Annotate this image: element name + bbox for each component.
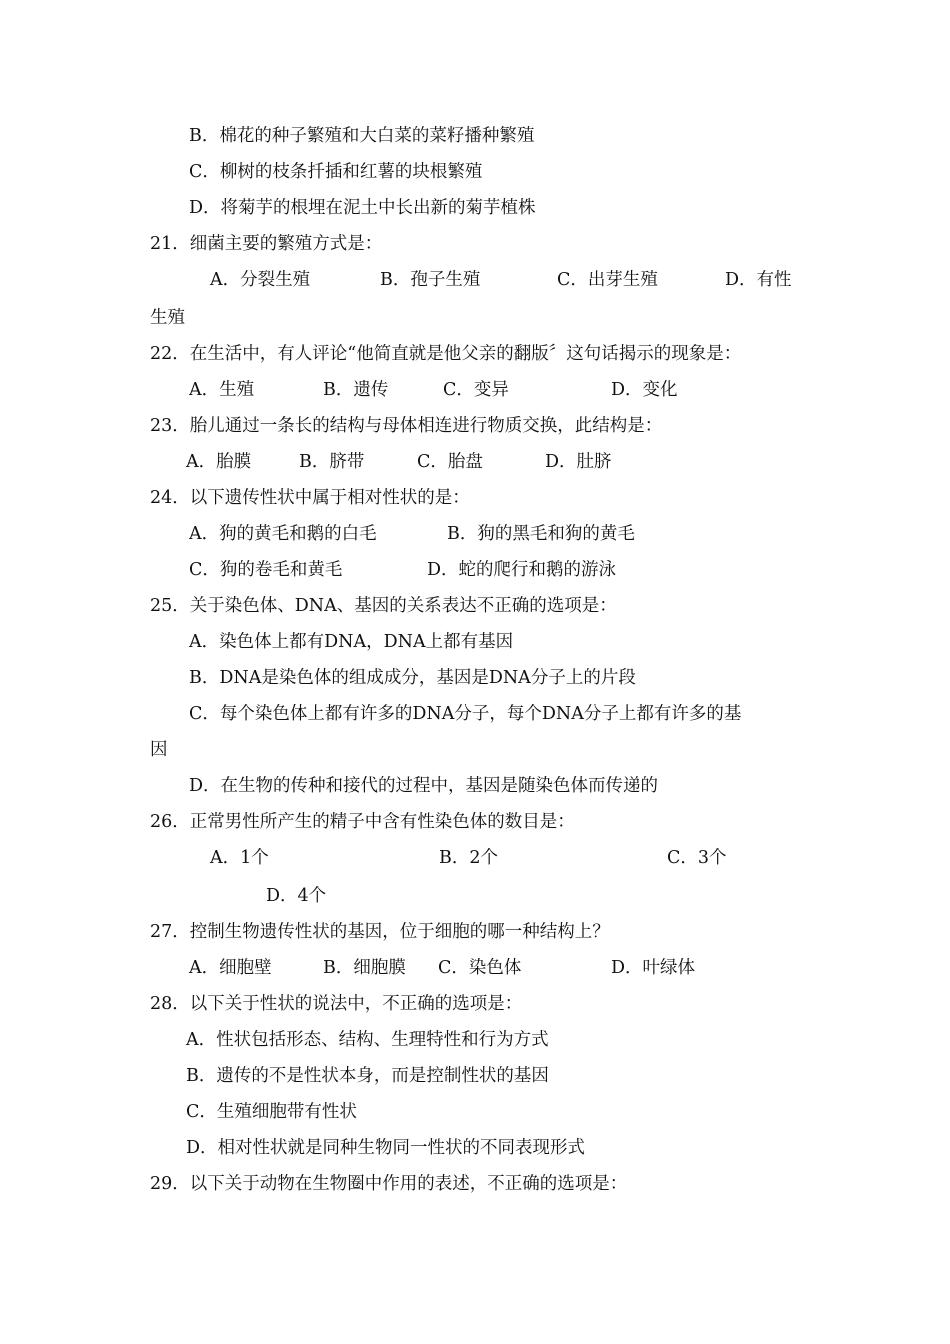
q22-option-c: C．变异 (443, 380, 509, 400)
q21-option-c: C．出芽生殖 (557, 270, 658, 290)
q27-option-c: C．染色体 (438, 958, 522, 978)
q28-option-b: B．遗传的不是性状本身，而是控制性状的基因 (186, 1066, 549, 1086)
q21-option-d-continued: 生殖 (150, 308, 185, 328)
q27-option-d: D．叶绿体 (611, 958, 696, 978)
q21-option-d: D．有性 (725, 270, 792, 290)
q25-option-c: C．每个染色体上都有许多的DNA分子，每个DNA分子上都有许多的基 (189, 704, 742, 724)
q26-option-d: D．4个 (266, 886, 327, 906)
q28-option-a: A．性状包括形态、结构、生理特性和行为方式 (186, 1030, 549, 1050)
q25-option-b: B．DNA是染色体的组成成分，基因是DNA分子上的片段 (189, 668, 636, 688)
q21-option-b: B．孢子生殖 (380, 270, 481, 290)
q23-option-d: D．肚脐 (545, 452, 612, 472)
q28-option-d: D．相对性状就是同种生物同一性状的不同表现形式 (186, 1138, 586, 1158)
q25-question: 25．关于染色体、DNA、基因的关系表达不正确的选项是： (150, 596, 617, 616)
q26-option-b: B．2个 (439, 848, 498, 868)
q20-option-d: D．将菊芋的根埋在泥土中长出新的菊芋植株 (189, 198, 536, 218)
q22-question: 22．在生活中，有人评论“他简直就是他父亲的翻版〞这句话揭示的现象是： (150, 344, 742, 364)
q22-option-a: A．生殖 (189, 380, 255, 400)
q28-question: 28．以下关于性状的说法中，不正确的选项是： (150, 994, 523, 1014)
q29-question: 29．以下关于动物在生物圈中作用的表述，不正确的选项是： (150, 1174, 628, 1194)
q20-option-b: B．棉花的种子繁殖和大白菜的菜籽播种繁殖 (189, 126, 535, 146)
q24-option-b: B．狗的黑毛和狗的黄毛 (447, 524, 635, 544)
q24-option-c: C．狗的卷毛和黄毛 (189, 560, 343, 580)
q22-option-d: D．变化 (611, 380, 678, 400)
q21-question: 21．细菌主要的繁殖方式是： (150, 234, 383, 254)
q21-option-a: A．分裂生殖 (210, 270, 311, 290)
q24-option-a: A．狗的黄毛和鹅的白毛 (189, 524, 377, 544)
q20-option-c: C．柳树的枝条扦插和红薯的块根繁殖 (189, 162, 483, 182)
q23-option-a: A．胎膜 (186, 452, 252, 472)
q24-option-d: D．蛇的爬行和鹅的游泳 (427, 560, 617, 580)
q24-question: 24．以下遗传性状中属于相对性状的是： (150, 488, 470, 508)
q23-option-c: C．胎盘 (417, 452, 483, 472)
q26-option-a: A．1个 (210, 848, 269, 868)
q25-option-d: D．在生物的传种和接代的过程中，基因是随染色体而传递的 (189, 776, 659, 796)
q27-question: 27．控制生物遗传性状的基因，位于细胞的哪一种结构上？ (150, 922, 610, 942)
q23-question: 23．胎儿通过一条长的结构与母体相连进行物质交换，此结构是： (150, 416, 663, 436)
q25-option-c-continued: 因 (150, 740, 168, 760)
q27-option-a: A．细胞壁 (189, 958, 272, 978)
q23-option-b: B．脐带 (299, 452, 365, 472)
q22-option-b: B．遗传 (323, 380, 389, 400)
q26-question: 26．正常男性所产生的精子中含有性染色体的数目是： (150, 812, 575, 832)
q25-option-a: A．染色体上都有DNA，DNA上都有基因 (189, 632, 514, 652)
q28-option-c: C．生殖细胞带有性状 (186, 1102, 357, 1122)
q26-option-c: C．3个 (667, 848, 727, 868)
q27-option-b: B．细胞膜 (323, 958, 406, 978)
